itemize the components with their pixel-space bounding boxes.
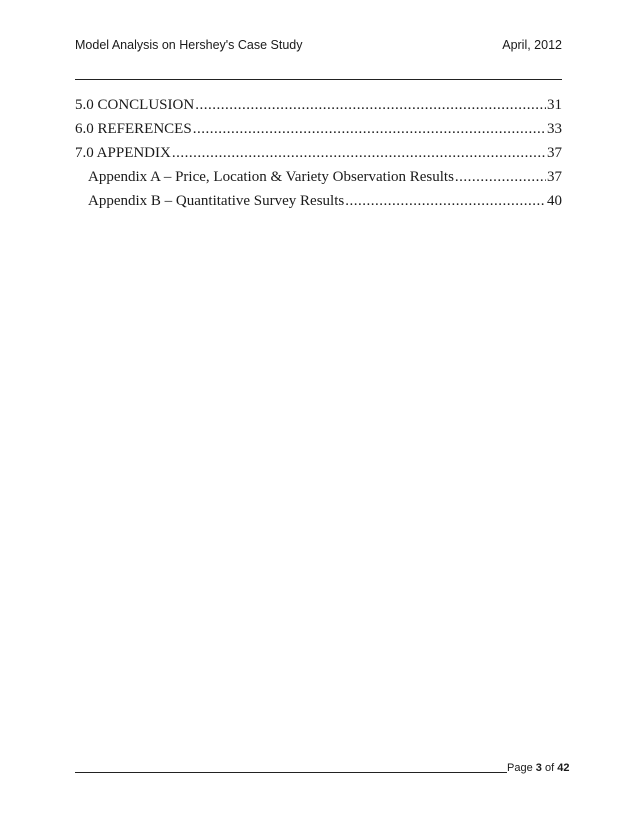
toc-entry-label: Appendix B – Quantitative Survey Results [88,193,345,209]
total-pages: 42 [557,762,570,774]
of-word: of [544,762,555,774]
page-number [507,762,569,774]
toc-entry-appendix[interactable] [75,141,562,165]
toc-entry-page: 31 [547,97,562,113]
toc-entry-conclusion[interactable] [75,93,562,117]
footer-divider [75,772,507,773]
dot-leader [345,189,546,213]
document-title: Model Analysis on Hershey's Case Study [75,38,303,52]
dot-leader [195,93,546,117]
toc-entry-references[interactable] [75,117,562,141]
toc-entry-appendix-a[interactable] [75,165,562,189]
page-header [75,38,562,56]
dot-leader [172,141,546,165]
toc-entry-label: 6.0 REFERENCES [75,121,192,137]
toc-entry-page: 37 [547,145,562,161]
table-of-contents [75,93,562,213]
toc-entry-label: Appendix A – Price, Location & Variety Observation Results [88,169,454,185]
toc-entry-label: 7.0 APPENDIX [75,145,171,161]
toc-entry-appendix-b[interactable] [75,189,562,213]
page-word: Page [507,762,533,774]
toc-entry-page: 40 [547,193,562,209]
header-divider [75,79,562,80]
current-page: 3 [535,762,542,774]
document-date: April, 2012 [502,38,562,52]
toc-entry-label: 5.0 CONCLUSION [75,97,195,113]
dot-leader [193,117,546,141]
toc-entry-page: 33 [547,121,562,137]
toc-entry-page: 37 [547,169,562,185]
dot-leader [455,165,546,189]
